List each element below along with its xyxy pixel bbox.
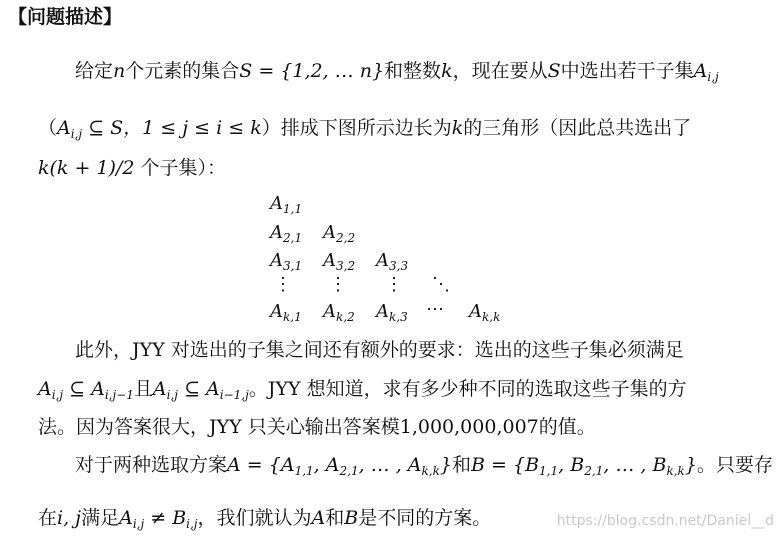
- cell-a-k-1: $A_{k,1}$: [270, 301, 302, 324]
- math-subscript: 1,1: [539, 464, 559, 478]
- math-subscript: i,j−1: [104, 388, 134, 402]
- section-heading: 【问题描述】: [8, 6, 123, 28]
- math-symbol: }: [439, 454, 452, 476]
- math-n: n: [113, 60, 126, 82]
- math-b: B: [172, 507, 187, 529]
- paragraph-line-6: [38, 414, 596, 440]
- text: 满足: [81, 507, 120, 529]
- math-subscript: i,j: [70, 127, 83, 141]
- text: 法。因为答案很大，JYY 只关心输出答案模1,000,000,007的值。: [38, 416, 596, 438]
- diagonal-ellipsis: ⋱: [432, 274, 450, 295]
- math-a: A: [693, 60, 708, 82]
- cell-a-2-2: $A_{2,2}$: [323, 222, 356, 245]
- text: 个元素的集合: [125, 60, 240, 82]
- text: 且: [133, 378, 153, 400]
- math-b: B: [525, 454, 540, 476]
- text: 的三角形（因此总共选出了: [463, 117, 692, 139]
- math-subscript: 2,1: [584, 464, 604, 478]
- text: 对于两种选取方案: [75, 454, 228, 476]
- vertical-ellipsis-1: ⋮: [274, 274, 292, 295]
- math-a: A: [38, 378, 52, 400]
- vertical-ellipsis-2: ⋮: [329, 274, 347, 295]
- text: 和: [451, 454, 471, 476]
- math-subscript: i,j: [132, 517, 145, 531]
- math-symbol: , … ,: [603, 454, 653, 476]
- math-subscript: i,j: [186, 517, 198, 531]
- math-subscript: i,j: [707, 70, 719, 84]
- math-a: A: [206, 378, 220, 400]
- math-subset: ⊆: [63, 378, 92, 400]
- text: ，现在要从: [452, 60, 548, 82]
- math-a: A: [119, 507, 133, 529]
- text: 。JYY 想知道，求有多少种不同的选取这些子集的方: [248, 378, 687, 400]
- text: ，我们就认为: [197, 507, 312, 529]
- math-subscript: i,j: [166, 388, 179, 402]
- math-symbol: ,: [313, 454, 326, 476]
- paragraph-line-1: [75, 58, 719, 84]
- paragraph-line-4: [75, 337, 684, 363]
- text: 是不同的方案。: [358, 507, 492, 529]
- math-relation: ⊆ S，1 ≤ j ≤ i ≤ k: [82, 117, 262, 139]
- math-symbol: ,: [558, 454, 571, 476]
- math-a: A: [280, 454, 295, 476]
- math-b: B: [471, 454, 485, 476]
- cell-a-3-1: $A_{3,1}$: [270, 250, 303, 273]
- cell-a-k-k: $A_{k,k}$: [469, 301, 501, 324]
- paragraph-line-7: [75, 452, 773, 478]
- math-set-s: S = {1,2, … n}: [239, 60, 385, 82]
- math-symbol: = {: [484, 454, 526, 476]
- cell-a-3-3: $A_{3,3}$: [376, 250, 409, 273]
- cell-a-3-2: $A_{3,2}$: [323, 250, 356, 273]
- math-a: A: [152, 378, 167, 400]
- paragraph-line-3: [38, 155, 226, 181]
- horizontal-ellipsis: ⋯: [426, 299, 444, 320]
- text: 排成下图所示边长为: [280, 117, 452, 139]
- math-a: A: [91, 378, 105, 400]
- text: ）: [261, 117, 281, 139]
- math-k: k: [451, 117, 464, 139]
- math-b: B: [652, 454, 667, 476]
- math-ij: i, j: [57, 507, 82, 529]
- paragraph-line-2: [38, 115, 691, 141]
- text: 。只要存: [696, 454, 773, 476]
- math-subscript: 2,1: [339, 464, 359, 478]
- text: 此外，JYY 对选出的子集之间还有额外的要求：选出的这些子集必须满足: [75, 339, 684, 361]
- paragraph-line-8: [38, 505, 491, 531]
- text: 和: [325, 507, 345, 529]
- math-b: B: [570, 454, 585, 476]
- math-b: B: [344, 507, 359, 529]
- math-a: A: [57, 117, 71, 139]
- math-a: A: [325, 454, 340, 476]
- math-a: A: [407, 454, 422, 476]
- math-symbol: , … ,: [358, 454, 408, 476]
- cell-a-1-1: $A_{1,1}$: [270, 193, 303, 216]
- math-a: A: [311, 507, 326, 529]
- math-subscript: i,j: [51, 388, 64, 402]
- vertical-ellipsis-3: ⋮: [385, 274, 403, 295]
- text: 中选出若干子集: [560, 60, 694, 82]
- math-subscript: k,k: [666, 464, 685, 478]
- cell-a-k-3: $A_{k,3}$: [376, 301, 408, 324]
- math-s: S: [547, 60, 561, 82]
- text: （: [38, 117, 58, 139]
- math-symbol: }: [684, 454, 697, 476]
- math-not-equal: ≠: [144, 507, 173, 529]
- text: 给定: [75, 60, 114, 82]
- math-a: A: [227, 454, 241, 476]
- text: 和整数: [384, 60, 442, 82]
- math-expression: k(k + 1)/2: [38, 157, 135, 179]
- math-subscript: 1,1: [294, 464, 314, 478]
- cell-a-k-2: $A_{k,2}$: [323, 301, 355, 324]
- math-symbol: = {: [240, 454, 281, 476]
- text: 在: [38, 507, 58, 529]
- math-subscript: i−1,j: [219, 388, 249, 402]
- watermark: https://blog.csdn.net/Daniel__d: [556, 513, 774, 529]
- math-subset: ⊆: [178, 378, 207, 400]
- math-subscript: k,k: [421, 464, 440, 478]
- text: 个子集）：: [134, 157, 226, 179]
- math-k: k: [441, 60, 453, 82]
- cell-a-2-1: $A_{2,1}$: [270, 222, 303, 245]
- paragraph-line-5: [38, 376, 687, 402]
